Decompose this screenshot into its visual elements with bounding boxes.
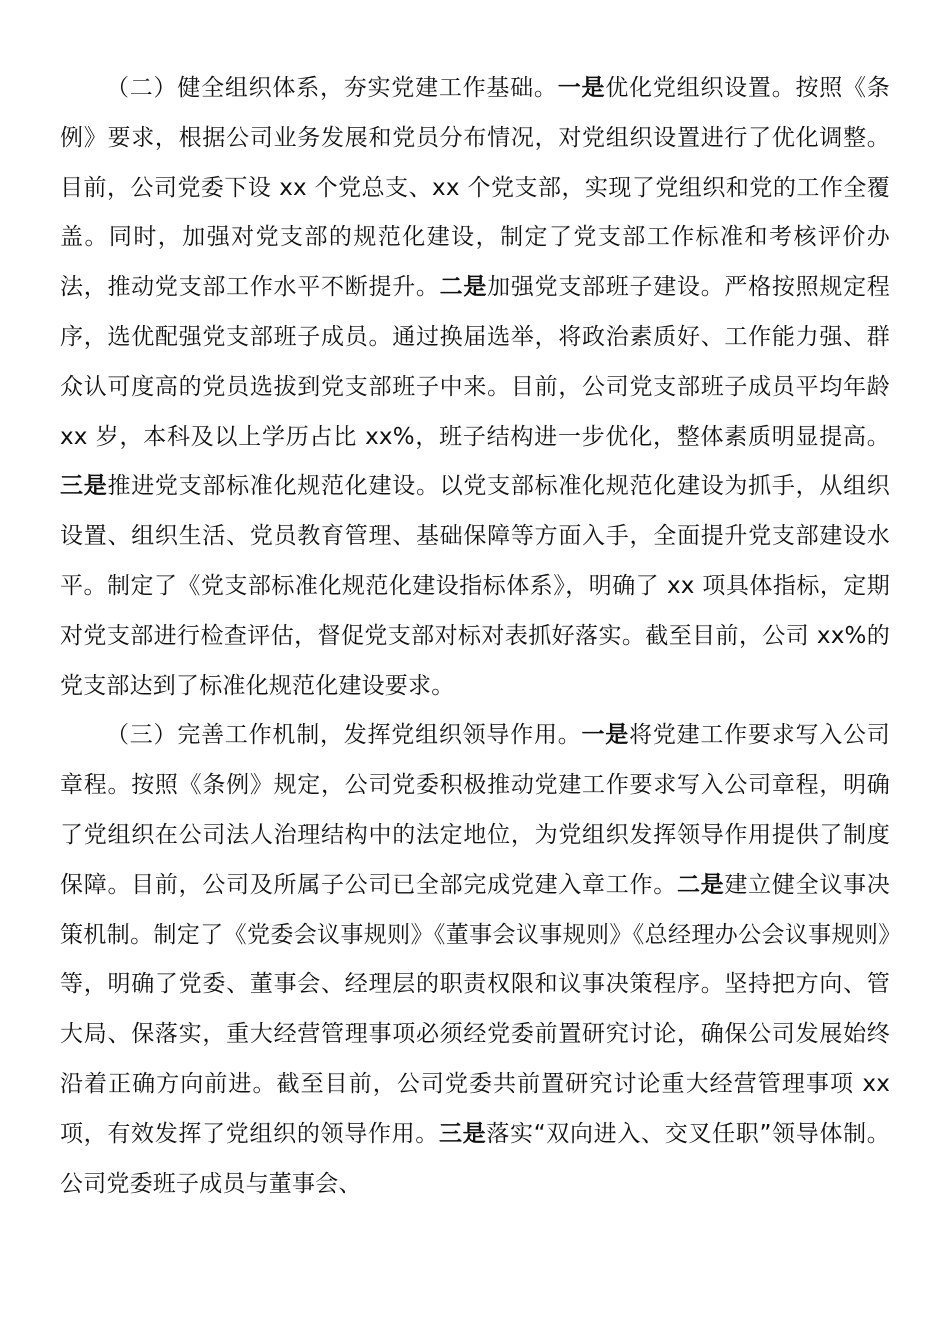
bold-marker: 三是 <box>438 1120 487 1147</box>
paragraph-text: 建立健全议事决策机制。制定了《党委会议事规则》《董事会议事规则》《总经理办公会议事规则》等，明确了党委、董事会、经理层的职责权限和议事决策程序。坚持把方向、管大局、保落实，重大经营管理事项必须经党委前置研究讨论，确保公司发展始终沿着正确方向前进。截至目前，公司党委共前置研究讨论重大经营管理事项 xx 项，有效发挥了党组织的领导作用。 <box>60 871 890 1147</box>
bold-marker: 一是 <box>581 722 630 749</box>
bold-marker: 一是 <box>557 75 606 101</box>
paragraph-section-2 <box>60 64 890 711</box>
paragraph-text: （三）完善工作机制，发挥党组织领导作用。 <box>106 722 582 749</box>
paragraph-text: 推进党支部标准化规范化建设。以党支部标准化规范化建设为抓手，从组织设置、组织生活、党员教育管理、基础保障等方面入手，全面提升党支部建设水平。制定了《党支部标准化规范化建设指标体系》，明确了 xx 项具体指标，定期对党支部进行检查评估，督促党支部对标对表抓好落实。截至目前，公司 xx%的党支部达到了标准化规范化建设要求。 <box>60 473 890 699</box>
paragraph-text: 将党建工作要求写入公司章程。按照《条例》规定，公司党委积极推动党建工作要求写入公司章程，明确了党组织在公司法人治理结构中的法定地位，为党组织发挥领导作用提供了制度保障。目前，公司及所属子公司已全部完成党建入章工作。 <box>60 722 891 898</box>
paragraph-text: 优化党组织设置。按照《条例》要求，根据公司业务发展和党员分布情况，对党组织设置进行了优化调整。目前，公司党委下设 xx 个党总支、xx 个党支部，实现了党组织和党的工作全覆盖。同时，加强对党支部的规范化建设，制定了党支部工作标准和考核评价办法，推动党支部工作水平不断提升。 <box>60 75 890 301</box>
bold-marker: 二是 <box>439 274 488 301</box>
paragraph-text: 落实“双向进入、交叉任职”领导体制。公司党委班子成员与董事会、 <box>60 1120 890 1197</box>
paragraph-text: 加强党支部班子建设。严格按照规定程序，选优配强党支部班子成员。通过换届选举，将政治素质好、工作能力强、群众认可度高的党员选拔到党支部班子中来。目前，公司党支部班子成员平均年龄 xx 岁，本科及以上学历占比 xx%，班子结构进一步优化，整体素质明显提高。 <box>60 274 891 450</box>
paragraph-section-3 <box>60 711 890 1209</box>
paragraph-text: （二）健全组织体系，夯实党建工作基础。 <box>106 75 558 101</box>
bold-marker: 二是 <box>676 871 725 898</box>
document-body <box>60 64 890 1209</box>
bold-marker: 三是 <box>60 473 108 500</box>
